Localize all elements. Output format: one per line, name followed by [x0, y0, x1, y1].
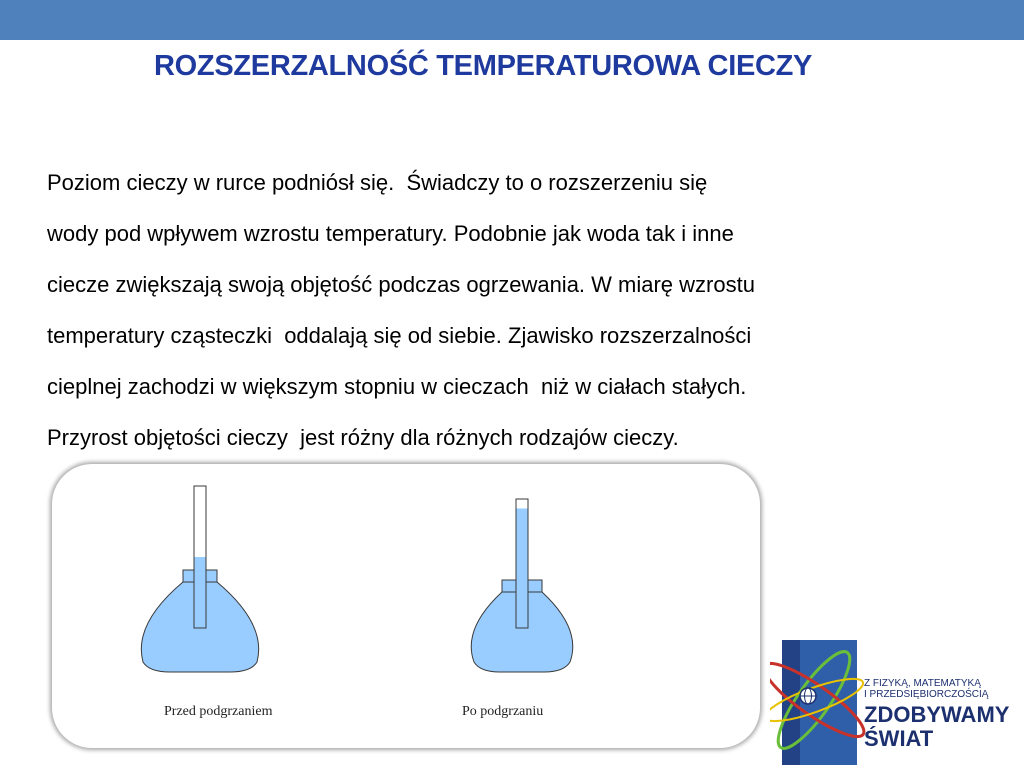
flask-diagram [52, 464, 760, 748]
flask-before-tube-liquid [195, 557, 206, 628]
body-line: cieplnej zachodzi w większym stopniu w cieczach niż w ciałach stałych. [47, 374, 747, 399]
project-logo [770, 620, 1024, 768]
body-text [47, 157, 997, 463]
logo-brand [864, 703, 1009, 751]
flask-before [141, 486, 258, 672]
body-line: Przyrost objętości cieczy jest różny dla różnych rodzajów cieczy. [47, 425, 679, 450]
body-line: Poziom cieczy w rurce podniósł się. Świadczy to o rozszerzeniu się [47, 170, 708, 195]
caption-after: Po podgrzaniu [462, 704, 544, 719]
body-line: temperatury cząsteczki oddalają się od siebie. Zjawisko rozszerzalności [47, 323, 752, 348]
caption-before: Przed podgrzaniem [164, 704, 273, 719]
logo-tagline-line: Z FIZYKĄ, MATEMATYKĄ [864, 678, 981, 689]
flask-after-tube-liquid [517, 508, 528, 627]
logo-tagline [864, 678, 988, 700]
top-band [0, 0, 1024, 40]
body-line: ciecze zwiększają swoją objętość podczas ogrzewania. W miarę wzrostu [47, 272, 755, 297]
flask-after [471, 499, 573, 672]
logo-brand-line: ZDOBYWAMY [864, 702, 1010, 727]
globe-icon [800, 688, 816, 704]
experiment-figure [52, 464, 760, 748]
body-line: wody pod wpływem wzrostu temperatury. Podobnie jak woda tak i inne [47, 221, 734, 246]
logo-tagline-line: I PRZEDSIĘBIORCZOŚCIĄ [864, 689, 989, 700]
logo-brand-line: ŚWIAT [864, 726, 934, 751]
slide-title: ROZSZERZALNOŚĆ TEMPERATUROWA CIECZY [154, 50, 813, 82]
